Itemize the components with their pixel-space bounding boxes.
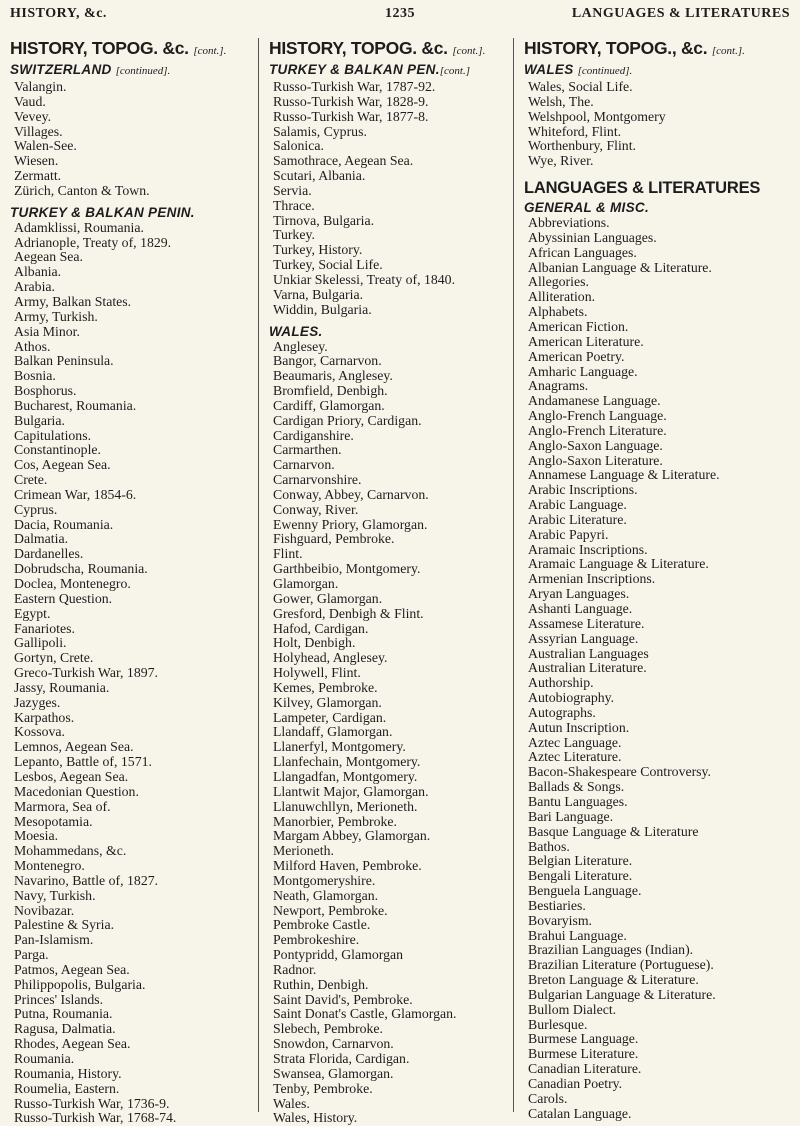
index-entry: Bulgarian Language & Literature.	[528, 988, 793, 1003]
index-entry: Bulgaria.	[14, 414, 256, 429]
index-entry: Russo-Turkish War, 1877-8.	[273, 110, 513, 125]
index-entry: Brazilian Literature (Portuguese).	[528, 958, 793, 973]
index-entry: Wiesen.	[14, 154, 256, 169]
index-entry: Cyprus.	[14, 503, 256, 518]
index-entry: Autographs.	[528, 706, 793, 721]
index-entry: Tenby, Pembroke.	[273, 1082, 513, 1097]
index-entry: Arabic Language.	[528, 498, 793, 513]
index-entry: Gower, Glamorgan.	[273, 592, 513, 607]
index-entry: Wye, River.	[528, 154, 793, 169]
index-entry: Llanerfyl, Montgomery.	[273, 740, 513, 755]
index-entry: Anagrams.	[528, 379, 793, 394]
index-entry: Aztec Language.	[528, 736, 793, 751]
index-entry: Unkiar Skelessi, Treaty of, 1840.	[273, 273, 513, 288]
subsection-heading-turkey	[269, 61, 513, 80]
index-entry: Salonica.	[273, 139, 513, 154]
index-entry: Ruthin, Denbigh.	[273, 978, 513, 993]
index-entry: Anglo-French Language.	[528, 409, 793, 424]
subsection-heading-text: TURKEY & BALKAN PEN.	[269, 62, 440, 77]
index-entry: Philippopolis, Bulgaria.	[14, 978, 256, 993]
index-entry: Crimean War, 1854-6.	[14, 488, 256, 503]
index-entry: Assyrian Language.	[528, 632, 793, 647]
index-entry: Albania.	[14, 265, 256, 280]
index-entry: Scutari, Albania.	[273, 169, 513, 184]
index-entry: Cardiganshire.	[273, 429, 513, 444]
index-entry: Jassy, Roumania.	[14, 681, 256, 696]
wales-list	[269, 340, 513, 1126]
section-heading	[269, 38, 513, 61]
index-entry: Gresford, Denbigh & Flint.	[273, 607, 513, 622]
index-entry: Abyssinian Languages.	[528, 231, 793, 246]
index-entry: Beaumaris, Anglesey.	[273, 369, 513, 384]
index-entry: Dardanelles.	[14, 547, 256, 562]
index-entry: Moesia.	[14, 829, 256, 844]
index-entry: Bari Language.	[528, 810, 793, 825]
index-entry: Aegean Sea.	[14, 250, 256, 265]
index-entry: Patmos, Aegean Sea.	[14, 963, 256, 978]
index-entry: Merioneth.	[273, 844, 513, 859]
index-entry: Dacia, Roumania.	[14, 518, 256, 533]
index-entry: Russo-Turkish War, 1736-9.	[14, 1097, 256, 1112]
index-entry: Brahui Language.	[528, 929, 793, 944]
index-entry: Bromfield, Denbigh.	[273, 384, 513, 399]
index-entry: Glamorgan.	[273, 577, 513, 592]
index-entry: Autun Inscription.	[528, 721, 793, 736]
index-entry: Samothrace, Aegean Sea.	[273, 154, 513, 169]
index-entry: Capitulations.	[14, 429, 256, 444]
index-entry: Wales.	[273, 1097, 513, 1112]
index-entry: Annamese Language & Literature.	[528, 468, 793, 483]
index-entry: Flint.	[273, 547, 513, 562]
index-entry: Gallipoli.	[14, 636, 256, 651]
index-entry: Arabic Literature.	[528, 513, 793, 528]
wales-list	[524, 80, 793, 169]
index-entry: Autobiography.	[528, 691, 793, 706]
index-entry: Burlesque.	[528, 1018, 793, 1033]
index-entry: Conway, River.	[273, 503, 513, 518]
continued-note: [cont.]	[440, 65, 470, 77]
index-entry: Greco-Turkish War, 1897.	[14, 666, 256, 681]
index-entry: Roumania.	[14, 1052, 256, 1067]
index-entry: Doclea, Montenegro.	[14, 577, 256, 592]
index-entry: Conway, Abbey, Carnarvon.	[273, 488, 513, 503]
index-entry: Cardigan Priory, Cardigan.	[273, 414, 513, 429]
index-entry: Princes' Islands.	[14, 993, 256, 1008]
index-entry: Catalan Language.	[528, 1107, 793, 1122]
index-entry: American Fiction.	[528, 320, 793, 335]
index-entry: Turkey, History.	[273, 243, 513, 258]
index-entry: Marmora, Sea of.	[14, 800, 256, 815]
index-entry: Aztec Literature.	[528, 750, 793, 765]
index-entry: Welsh, The.	[528, 95, 793, 110]
index-entry: Hafod, Cardigan.	[273, 622, 513, 637]
running-head	[10, 6, 790, 24]
index-entry: Montenegro.	[14, 859, 256, 874]
index-entry: Navarino, Battle of, 1827.	[14, 874, 256, 889]
index-entry: Worthenbury, Flint.	[528, 139, 793, 154]
section-heading-text: HISTORY, TOPOG. &c.	[269, 38, 448, 58]
running-head-right: LANGUAGES & LITERATURES	[572, 6, 790, 22]
index-entry: Llanfechain, Montgomery.	[273, 755, 513, 770]
index-entry: Newport, Pembroke.	[273, 904, 513, 919]
index-entry: Manorbier, Pembroke.	[273, 815, 513, 830]
column-2	[258, 38, 513, 1112]
index-entry: Navy, Turkish.	[14, 889, 256, 904]
index-entry: Salamis, Cyprus.	[273, 125, 513, 140]
index-entry: Australian Languages	[528, 647, 793, 662]
index-entry: Putna, Roumania.	[14, 1007, 256, 1022]
index-entry: Arabic Inscriptions.	[528, 483, 793, 498]
index-entry: Ashanti Language.	[528, 602, 793, 617]
index-entry: Llantwit Major, Glamorgan.	[273, 785, 513, 800]
index-entry: Anglo-Saxon Literature.	[528, 454, 793, 469]
index-entry: Assamese Literature.	[528, 617, 793, 632]
index-entry: Bathos.	[528, 840, 793, 855]
index-entry: Pembroke Castle.	[273, 918, 513, 933]
index-entry: Benguela Language.	[528, 884, 793, 899]
index-entry: Cos, Aegean Sea.	[14, 458, 256, 473]
index-entry: Alphabets.	[528, 305, 793, 320]
index-entry: Thrace.	[273, 199, 513, 214]
index-entry: Dobrudscha, Roumania.	[14, 562, 256, 577]
index-entry: Wales, History.	[273, 1111, 513, 1126]
index-entry: Pontypridd, Glamorgan	[273, 948, 513, 963]
index-entry: Whiteford, Flint.	[528, 125, 793, 140]
index-entry: Kossova.	[14, 725, 256, 740]
index-entry: Alliteration.	[528, 290, 793, 305]
index-entry: Garthbeibio, Montgomery.	[273, 562, 513, 577]
subsection-heading-turkey: TURKEY & BALKAN PENIN.	[10, 204, 256, 221]
index-entry: Pembrokeshire.	[273, 933, 513, 948]
index-entry: Zürich, Canton & Town.	[14, 184, 256, 199]
index-entry: Margam Abbey, Glamorgan.	[273, 829, 513, 844]
index-entry: Turkey.	[273, 228, 513, 243]
index-entry: Lesbos, Aegean Sea.	[14, 770, 256, 785]
index-entry: Llanuwchllyn, Merioneth.	[273, 800, 513, 815]
index-entry: American Poetry.	[528, 350, 793, 365]
index-entry: Canadian Poetry.	[528, 1077, 793, 1092]
index-entry: Walen-See.	[14, 139, 256, 154]
index-entry: Lampeter, Cardigan.	[273, 711, 513, 726]
subsection-heading-wales: WALES.	[269, 323, 513, 340]
index-entry: Albanian Language & Literature.	[528, 261, 793, 276]
index-entry: Dalmatia.	[14, 532, 256, 547]
languages-heading: LANGUAGES & LITERATURES	[524, 178, 793, 199]
index-entry: Bengali Literature.	[528, 869, 793, 884]
index-entry: Ewenny Priory, Glamorgan.	[273, 518, 513, 533]
index-entry: Pan-Islamism.	[14, 933, 256, 948]
index-entry: Holyhead, Anglesey.	[273, 651, 513, 666]
index-entry: Eastern Question.	[14, 592, 256, 607]
index-entry: Bosphorus.	[14, 384, 256, 399]
index-entry: Authorship.	[528, 676, 793, 691]
index-entry: Lepanto, Battle of, 1571.	[14, 755, 256, 770]
index-entry: Basque Language & Literature	[528, 825, 793, 840]
index-entry: Burmese Language.	[528, 1032, 793, 1047]
turkey-list	[10, 221, 256, 1126]
index-entry: Wales, Social Life.	[528, 80, 793, 95]
index-entry: Breton Language & Literature.	[528, 973, 793, 988]
index-entry: Neath, Glamorgan.	[273, 889, 513, 904]
index-entry: Arabic Papyri.	[528, 528, 793, 543]
index-entry: Asia Minor.	[14, 325, 256, 340]
index-entry: Roumelia, Eastern.	[14, 1082, 256, 1097]
index-entry: Aryan Languages.	[528, 587, 793, 602]
switzerland-list	[10, 80, 256, 199]
index-entry: Ragusa, Dalmatia.	[14, 1022, 256, 1037]
index-entry: Roumania, History.	[14, 1067, 256, 1082]
section-heading-text: HISTORY, TOPOG., &c.	[524, 38, 707, 58]
subsection-heading-text: SWITZERLAND	[10, 62, 112, 77]
section-heading-text: HISTORY, TOPOG. &c.	[10, 38, 189, 58]
index-entry: Bucharest, Roumania.	[14, 399, 256, 414]
index-entry: Athos.	[14, 340, 256, 355]
index-entry: Gortyn, Crete.	[14, 651, 256, 666]
index-entry: Army, Turkish.	[14, 310, 256, 325]
index-entry: Jazyges.	[14, 696, 256, 711]
index-entry: American Literature.	[528, 335, 793, 350]
index-entry: Novibazar.	[14, 904, 256, 919]
index-entry: Kilvey, Glamorgan.	[273, 696, 513, 711]
index-entry: Tirnova, Bulgaria.	[273, 214, 513, 229]
index-entry: Australian Literature.	[528, 661, 793, 676]
subsection-heading-text: WALES	[524, 62, 574, 77]
column-3	[513, 38, 793, 1112]
index-entry: Turkey, Social Life.	[273, 258, 513, 273]
index-entry: Bangor, Carnarvon.	[273, 354, 513, 369]
index-entry: Aramaic Inscriptions.	[528, 543, 793, 558]
index-entry: Carnarvonshire.	[273, 473, 513, 488]
continued-note: [cont.].	[193, 45, 226, 57]
index-entry: Bestiaries.	[528, 899, 793, 914]
index-entry: Balkan Peninsula.	[14, 354, 256, 369]
running-head-left: HISTORY, &c.	[10, 6, 107, 22]
index-entry: Welshpool, Montgomery	[528, 110, 793, 125]
index-entry: Vaud.	[14, 95, 256, 110]
index-entry: Abbreviations.	[528, 216, 793, 231]
index-entry: Rhodes, Aegean Sea.	[14, 1037, 256, 1052]
index-entry: Palestine & Syria.	[14, 918, 256, 933]
index-entry: Fanariotes.	[14, 622, 256, 637]
index-entry: Carmarthen.	[273, 443, 513, 458]
index-entry: Saint Donat's Castle, Glamorgan.	[273, 1007, 513, 1022]
index-entry: Crete.	[14, 473, 256, 488]
index-entry: Swansea, Glamorgan.	[273, 1067, 513, 1082]
general-list	[524, 216, 793, 1121]
index-entry: Slebech, Pembroke.	[273, 1022, 513, 1037]
index-entry: Aramaic Language & Literature.	[528, 557, 793, 572]
index-entry: Adamklissi, Roumania.	[14, 221, 256, 236]
index-entry: Villages.	[14, 125, 256, 140]
index-entry: Macedonian Question.	[14, 785, 256, 800]
index-entry: Egypt.	[14, 607, 256, 622]
subsection-heading-wales	[524, 61, 793, 80]
index-entry: Brazilian Languages (Indian).	[528, 943, 793, 958]
section-heading	[524, 38, 793, 61]
index-entry: Anglo-French Literature.	[528, 424, 793, 439]
index-entry: Bantu Languages.	[528, 795, 793, 810]
index-entry: Valangin.	[14, 80, 256, 95]
index-entry: Army, Balkan States.	[14, 295, 256, 310]
subsection-heading-general: GENERAL & MISC.	[524, 199, 793, 216]
index-entry: Belgian Literature.	[528, 854, 793, 869]
index-entry: Mohammedans, &c.	[14, 844, 256, 859]
section-heading	[10, 38, 256, 61]
index-entry: Llandaff, Glamorgan.	[273, 725, 513, 740]
index-entry: Zermatt.	[14, 169, 256, 184]
index-entry: Varna, Bulgaria.	[273, 288, 513, 303]
index-entry: Amharic Language.	[528, 365, 793, 380]
index-entry: Kemes, Pembroke.	[273, 681, 513, 696]
index-entry: Constantinople.	[14, 443, 256, 458]
index-entry: Russo-Turkish War, 1828-9.	[273, 95, 513, 110]
subsection-heading-switzerland	[10, 61, 256, 80]
index-entry: Arabia.	[14, 280, 256, 295]
index-entry: Burmese Literature.	[528, 1047, 793, 1062]
index-entry: Lemnos, Aegean Sea.	[14, 740, 256, 755]
index-entry: Milford Haven, Pembroke.	[273, 859, 513, 874]
turkey-list	[269, 80, 513, 318]
index-entry: Anglo-Saxon Language.	[528, 439, 793, 454]
index-entry: Bullom Dialect.	[528, 1003, 793, 1018]
index-entry: Andamanese Language.	[528, 394, 793, 409]
index-entry: Saint David's, Pembroke.	[273, 993, 513, 1008]
index-entry: Strata Florida, Cardigan.	[273, 1052, 513, 1067]
index-entry: Servia.	[273, 184, 513, 199]
index-entry: Holywell, Flint.	[273, 666, 513, 681]
index-entry: Mesopotamia.	[14, 815, 256, 830]
index-entry: Ballads & Songs.	[528, 780, 793, 795]
index-entry: Montgomeryshire.	[273, 874, 513, 889]
index-entry: Carnarvon.	[273, 458, 513, 473]
column-1	[10, 38, 256, 1112]
index-entry: Widdin, Bulgaria.	[273, 303, 513, 318]
index-entry: Russo-Turkish War, 1787-92.	[273, 80, 513, 95]
index-entry: Adrianople, Treaty of, 1829.	[14, 236, 256, 251]
index-entry: Armenian Inscriptions.	[528, 572, 793, 587]
index-entry: African Languages.	[528, 246, 793, 261]
index-entry: Bacon-Shakespeare Controversy.	[528, 765, 793, 780]
index-entry: Karpathos.	[14, 711, 256, 726]
index-entry: Bovaryism.	[528, 914, 793, 929]
index-entry: Carols.	[528, 1092, 793, 1107]
index-entry: Cardiff, Glamorgan.	[273, 399, 513, 414]
index-entry: Parga.	[14, 948, 256, 963]
index-entry: Anglesey.	[273, 340, 513, 355]
continued-note: [cont.].	[452, 45, 485, 57]
index-entry: Radnor.	[273, 963, 513, 978]
index-entry: Fishguard, Pembroke.	[273, 532, 513, 547]
index-entry: Canadian Literature.	[528, 1062, 793, 1077]
index-entry: Snowdon, Carnarvon.	[273, 1037, 513, 1052]
index-entry: Russo-Turkish War, 1768-74.	[14, 1111, 256, 1126]
page-number: 1235	[10, 6, 790, 22]
index-entry: Holt, Denbigh.	[273, 636, 513, 651]
index-entry: Llangadfan, Montgomery.	[273, 770, 513, 785]
index-entry: Allegories.	[528, 275, 793, 290]
continued-note: [continued].	[578, 65, 633, 77]
index-entry: Bosnia.	[14, 369, 256, 384]
continued-note: [continued].	[116, 65, 171, 77]
continued-note: [cont.].	[712, 45, 745, 57]
index-entry: Vevey.	[14, 110, 256, 125]
